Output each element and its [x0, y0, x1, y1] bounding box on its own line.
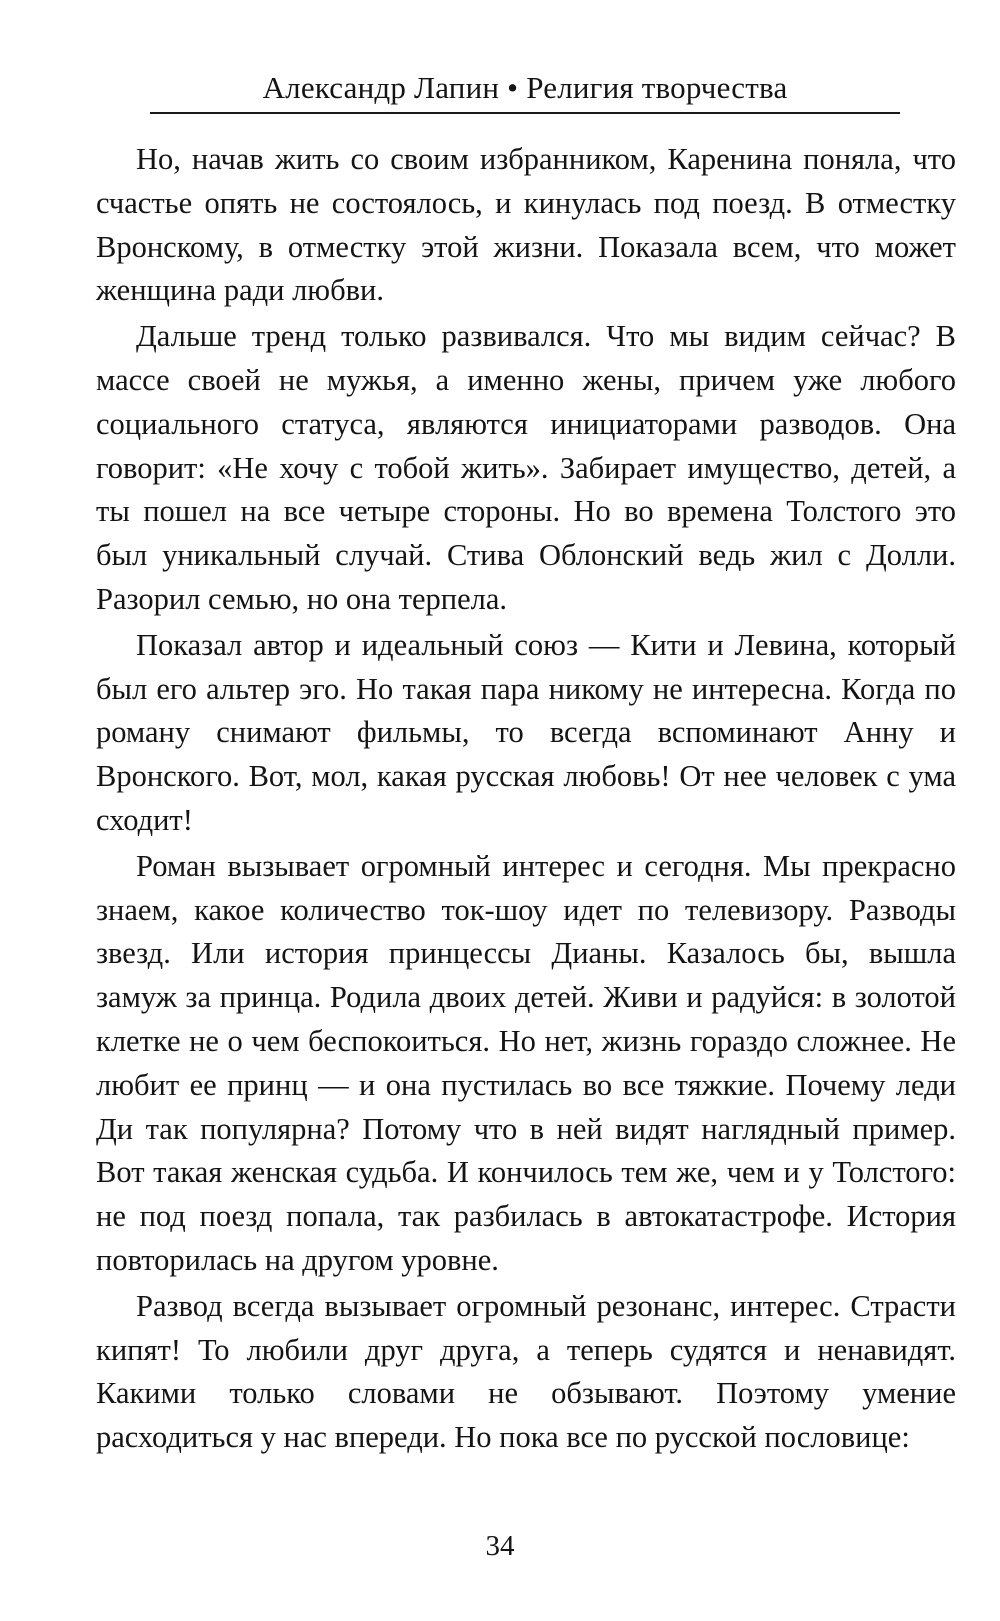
header-author: Александр Лапин	[262, 70, 500, 105]
paragraph-3: Показал автор и идеальный союз — Кити и Левина, который был его альтер эго. Но такая пара никому не интересна. Когда по роману снимают фильмы, то всегда вспоминают Анну и Вронского. Вот, мол, какая русская любовь! От нее человек с ума сходит!	[96, 627, 956, 837]
header-title: Религия творчества	[526, 70, 788, 105]
paragraph-1: Но, начав жить со своим избранником, Каренина поняла, что счастье опять не состоялось, и кинулась под поезд. В отместку Вронскому, в отместку этой жизни. Показала всем, что может женщина ради любви.	[96, 142, 956, 308]
header-rule	[150, 112, 900, 114]
paragraph-5: Развод всегда вызывает огромный резонанс, интерес. Страсти кипят! То любили друг друга, а теперь судятся и ненавидят. Какими только словами не обзывают. Поэтому умение расходиться у нас впереди. Но пока все по русской пословице:	[96, 1288, 956, 1455]
paragraph-2: Дальше тренд только развивался. Что мы видим сейчас? В массе своей не мужья, а именно жены, причем уже любого социального статуса, являются инициаторами разводов. Она говорит: «Не хочу с тобой жить». Забирает имущество, детей, а ты пошел на все четыре стороны. Но во времена Толстого это был уникальный случай. Стива Облонский ведь жил с Долли. Разорил семью, но она терпела.	[96, 319, 956, 616]
page-number: 34	[485, 1530, 515, 1562]
running-header	[150, 68, 900, 108]
page-body	[96, 138, 956, 1462]
header-separator: •	[507, 70, 519, 105]
paragraph-4: Роман вызывает огромный интерес и сегодня. Мы прекрасно знаем, какое количество ток-шоу идет по телевизору. Разводы звезд. Или история принцессы Дианы. Казалось бы, вышла замуж за принца. Родила двоих детей. Живи и радуйся: в золотой клетке не о чем беспокоиться. Но нет, жизнь гораздо сложнее. Не любит ее принц — и она пустилась во все тяжкие. Почему леди Ди так популярна? Потому что в ней видят наглядный пример. Вот такая женская судьба. И кончилось тем же, чем и у Толстого: не под поезд попала, так разбилась в автокатастрофе. История повторилась на другом уровне.	[96, 848, 956, 1277]
